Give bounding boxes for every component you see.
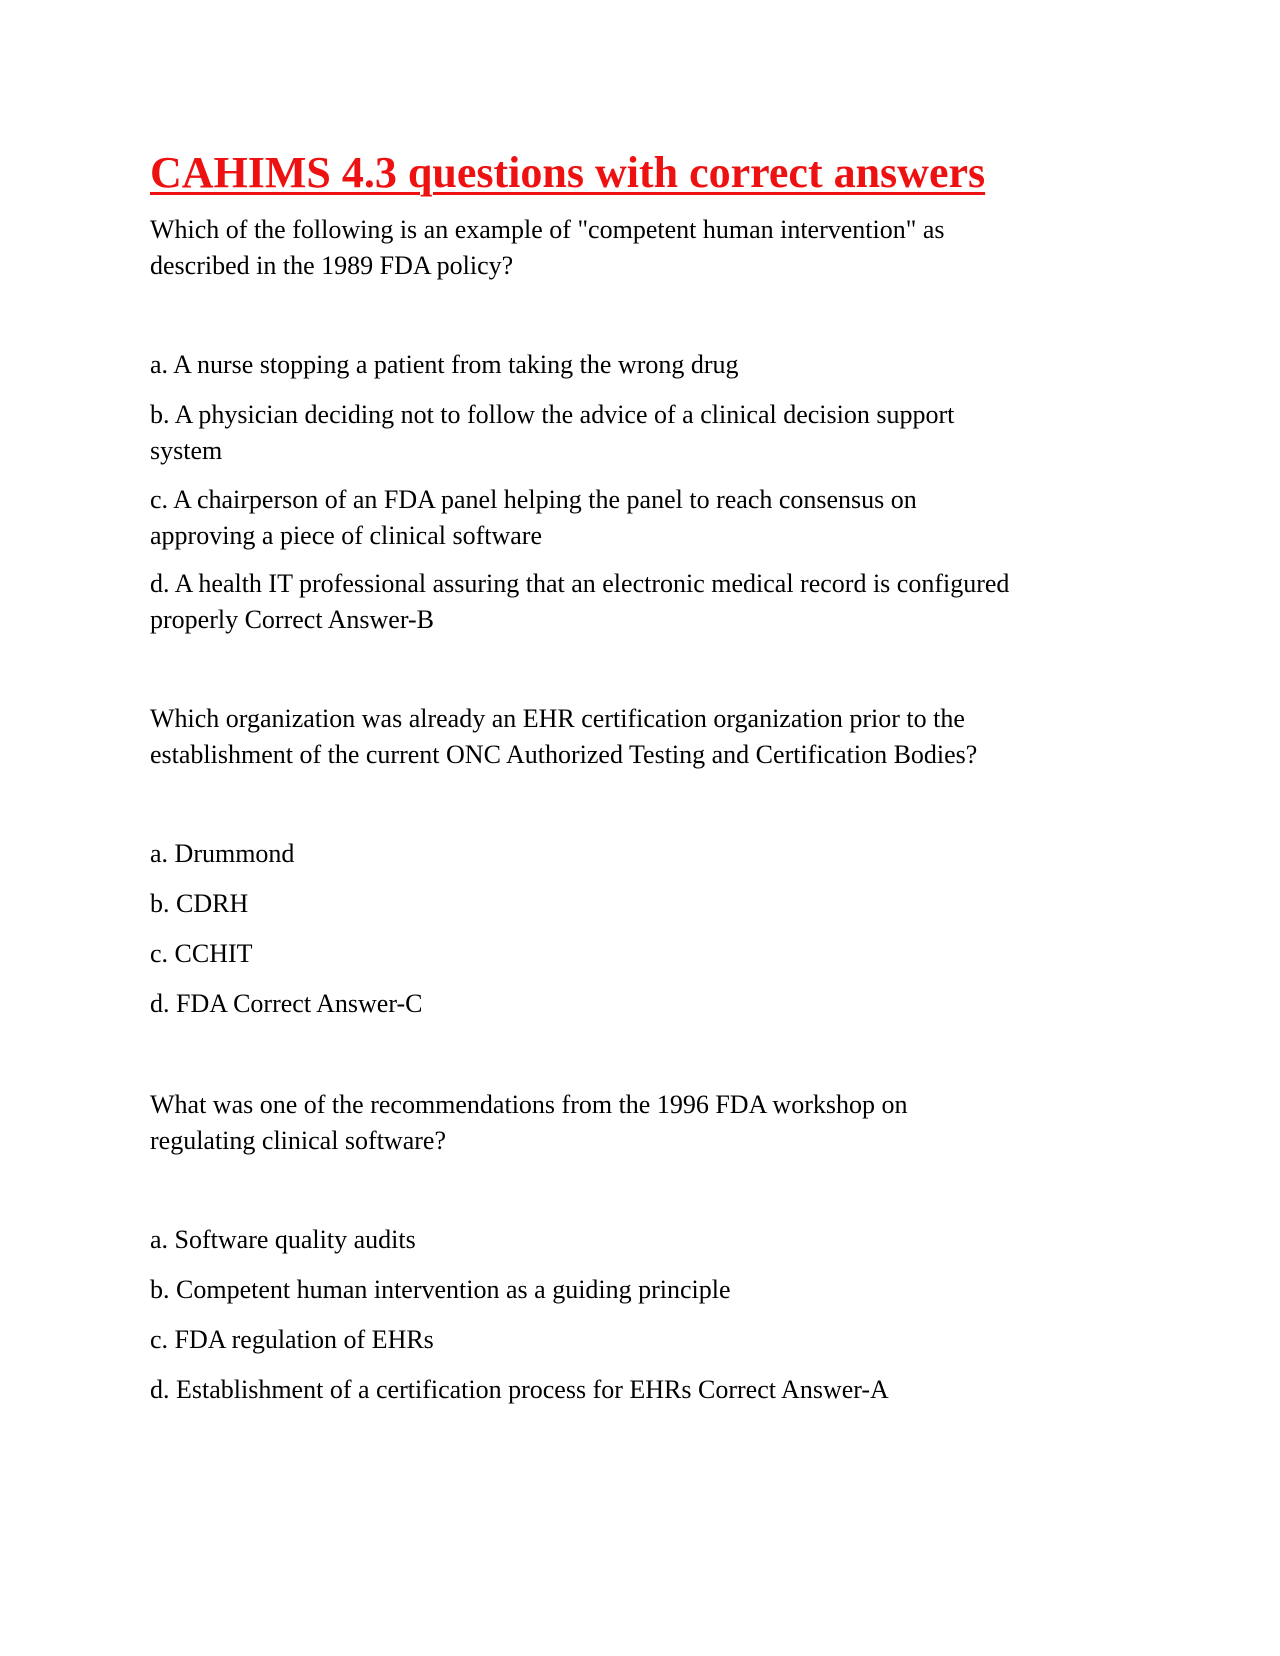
option-line: d. A health IT professional assuring that an electronic medical record is configured — [150, 569, 1010, 598]
question-3-prompt-line-2: regulating clinical software? — [150, 1126, 446, 1155]
option-line-with-answer: d. FDA Correct Answer-C — [150, 989, 423, 1018]
option-line: b. Competent human intervention as a guiding principle — [150, 1275, 731, 1304]
question-1-prompt-line-1: Which of the following is an example of "competent human intervention" as — [150, 215, 945, 244]
option-line: c. A chairperson of an FDA panel helping the panel to reach consensus on — [150, 485, 917, 514]
option-line: a. Drummond — [150, 839, 295, 868]
question-2-option-a — [150, 836, 1140, 872]
option-line-with-answer: properly Correct Answer-B — [150, 605, 434, 634]
question-1-option-b — [150, 397, 1140, 469]
question-3-option-b — [150, 1272, 1140, 1308]
question-2-prompt — [150, 701, 1140, 773]
question-2-prompt-line-1: Which organization was already an EHR certification organization prior to the — [150, 704, 965, 733]
question-2-prompt-line-2: establishment of the current ONC Authorized Testing and Certification Bodies? — [150, 740, 978, 769]
question-1-option-d — [150, 566, 1140, 638]
question-3-option-c — [150, 1322, 1140, 1358]
question-1-option-c — [150, 482, 1140, 554]
question-2-option-d — [150, 986, 1140, 1022]
option-line: c. FDA regulation of EHRs — [150, 1325, 434, 1354]
option-line: c. CCHIT — [150, 939, 253, 968]
question-2-option-b — [150, 886, 1140, 922]
question-3-prompt-line-1: What was one of the recommendations from the 1996 FDA workshop on — [150, 1090, 908, 1119]
option-line-with-answer: d. Establishment of a certification process for EHRs Correct Answer-A — [150, 1375, 889, 1404]
option-line: a. A nurse stopping a patient from taking the wrong drug — [150, 350, 739, 379]
option-line: a. Software quality audits — [150, 1225, 416, 1254]
question-3-option-a — [150, 1222, 1140, 1258]
question-1-prompt — [150, 212, 1140, 284]
question-1-option-a — [150, 347, 1140, 383]
option-line: system — [150, 436, 223, 465]
option-line: b. CDRH — [150, 889, 249, 918]
document-title: CAHIMS 4.3 questions with correct answers — [150, 148, 986, 197]
option-line: approving a piece of clinical software — [150, 521, 542, 550]
question-1-prompt-line-2: described in the 1989 FDA policy? — [150, 251, 514, 280]
question-3-option-d — [150, 1372, 1140, 1408]
question-3-prompt — [150, 1087, 1140, 1159]
option-line: b. A physician deciding not to follow the advice of a clinical decision support — [150, 400, 955, 429]
question-2-option-c — [150, 936, 1140, 972]
